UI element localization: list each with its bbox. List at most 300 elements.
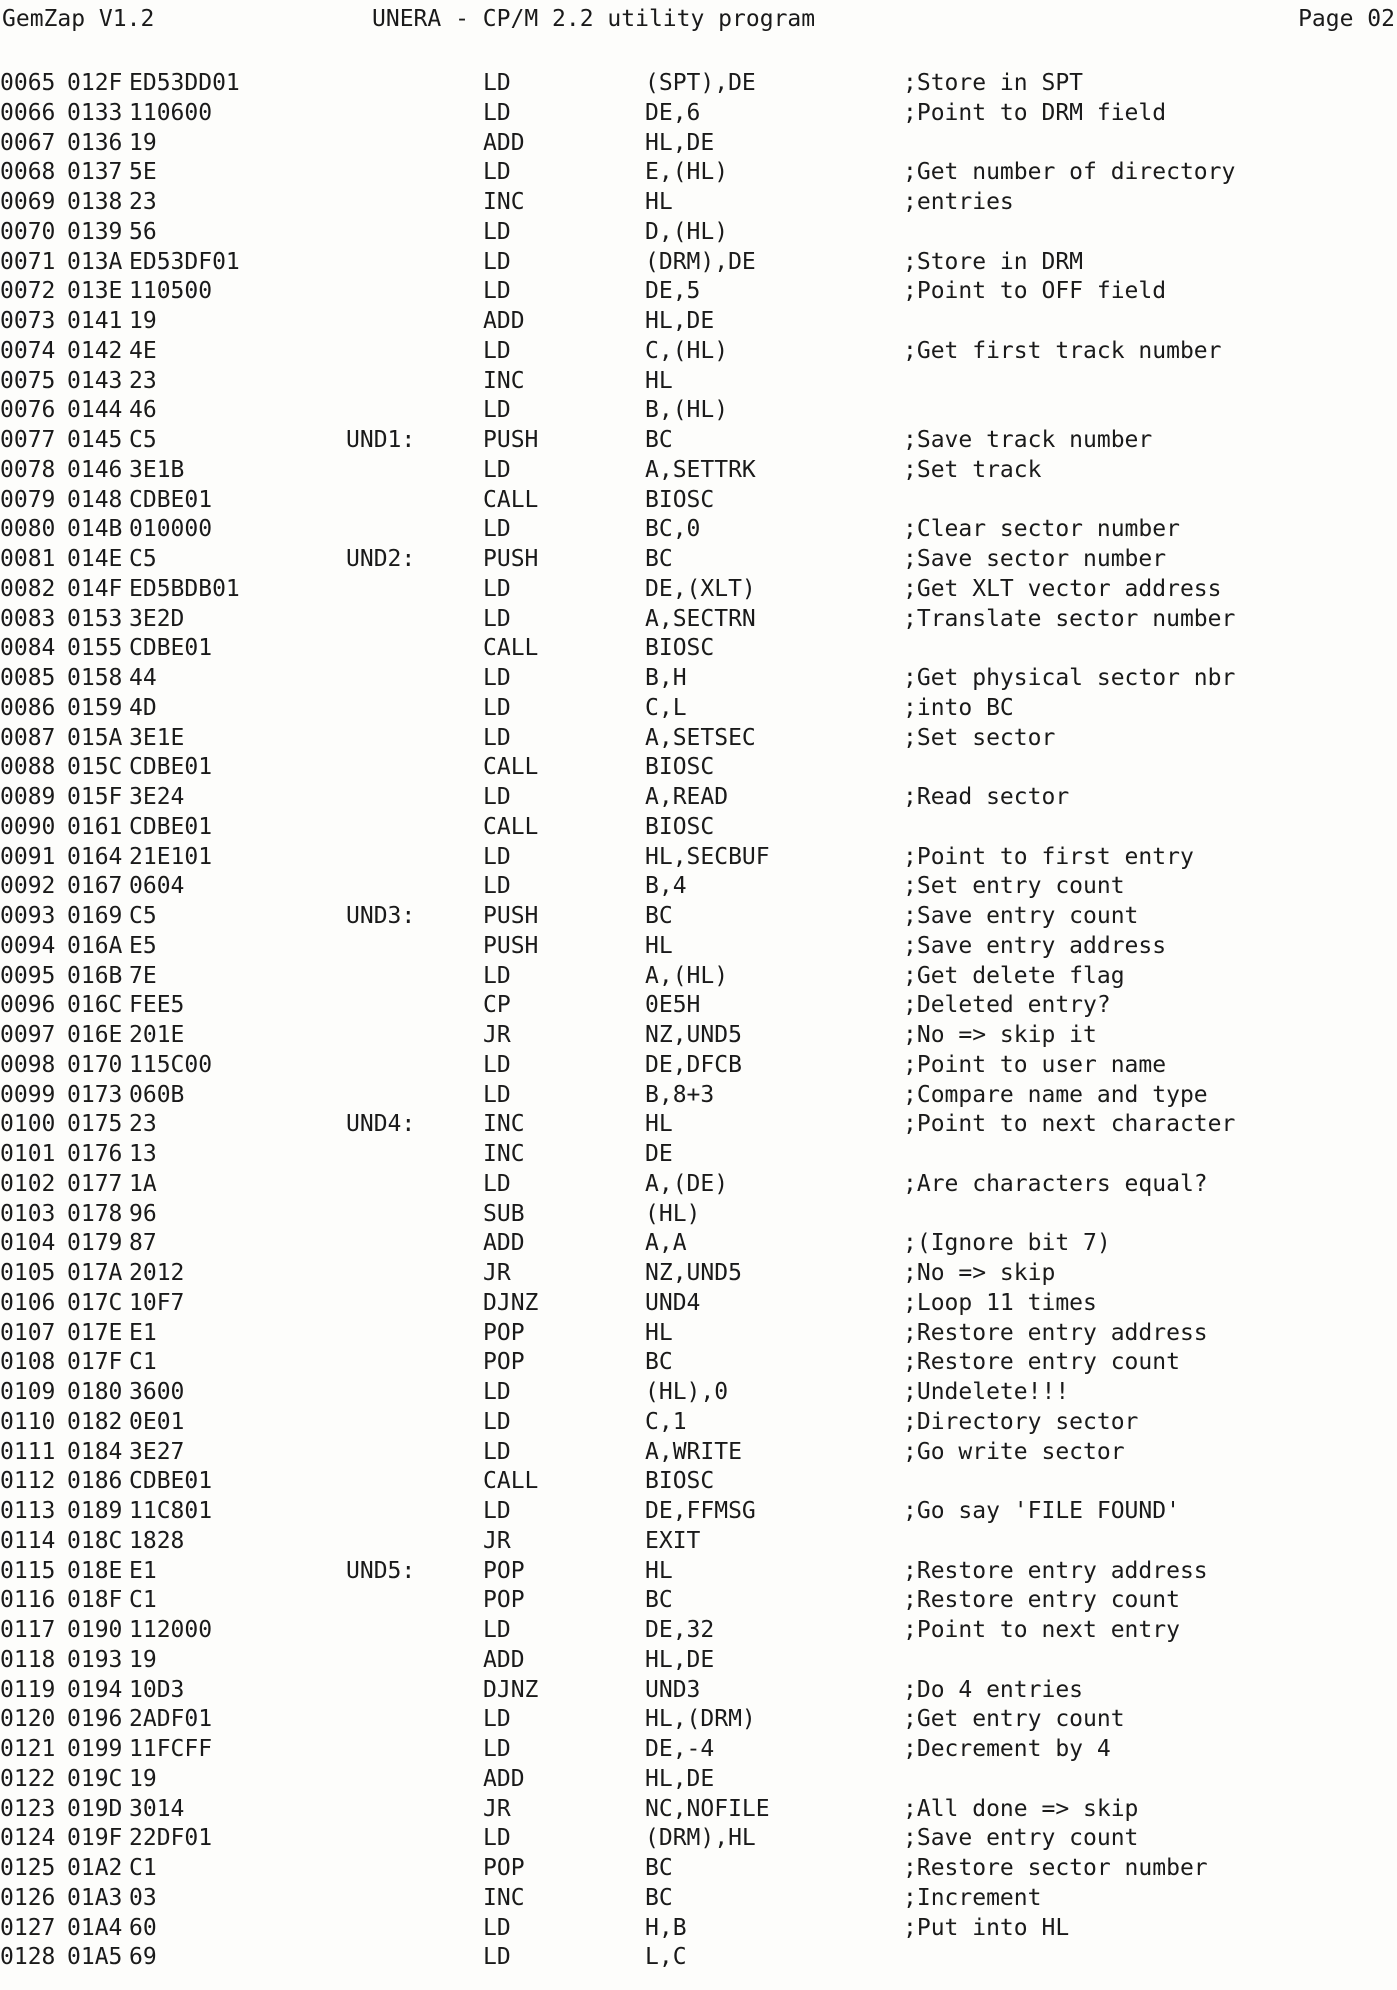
address: 0141 (67, 308, 123, 334)
address: 0182 (67, 1408, 123, 1435)
address: 0146 (67, 456, 123, 483)
listing-row (0, 990, 1397, 1020)
machine-code: 21E101 (129, 843, 213, 870)
listing-row (0, 544, 1397, 574)
listing-row (0, 128, 1397, 158)
comment: ;(Ignore bit 7) (903, 1230, 1111, 1257)
line-number: 0067 (0, 129, 56, 156)
comment: ;Get delete flag (903, 962, 1125, 989)
machine-code: E1 (129, 1557, 157, 1584)
operands: BIOSC (645, 1468, 715, 1495)
address: 0180 (67, 1379, 123, 1405)
listing-row (0, 782, 1397, 812)
address: 014E (67, 546, 123, 572)
line-number: 0074 (0, 337, 56, 364)
mnemonic: LD (483, 1498, 511, 1524)
listing-row (0, 425, 1397, 455)
mnemonic: LD (483, 1736, 511, 1762)
mnemonic: CALL (483, 754, 539, 781)
mnemonic: DJNZ (483, 1676, 539, 1703)
operands: (HL),0 (645, 1379, 729, 1405)
operands: A,(HL) (645, 962, 729, 989)
operands: HL (645, 1319, 673, 1346)
operands: 0E5H (645, 992, 701, 1019)
line-number: 0077 (0, 427, 56, 453)
machine-code: 19 (129, 1765, 157, 1792)
comment: ;Increment (903, 1884, 1042, 1911)
address: 014B (67, 516, 123, 543)
comment: ;Set sector (903, 724, 1056, 751)
comment: ;Restore sector number (903, 1855, 1208, 1881)
assembly-listing (0, 68, 1397, 1972)
operands: UND3 (645, 1676, 701, 1703)
line-number: 0098 (0, 1051, 56, 1078)
mnemonic: DJNZ (483, 1289, 539, 1316)
listing-row (0, 1258, 1397, 1288)
mnemonic: LD (483, 1944, 511, 1971)
comment: ;Store in SPT (903, 70, 1084, 96)
address: 017A (67, 1260, 123, 1286)
comment: ;Get entry count (903, 1706, 1125, 1733)
line-number: 0103 (0, 1200, 56, 1227)
address: 0199 (67, 1736, 123, 1762)
address: 0189 (67, 1498, 123, 1524)
machine-code: 3E24 (129, 784, 185, 810)
mnemonic: LD (483, 724, 511, 751)
operands: B,H (645, 665, 687, 691)
address: 0145 (67, 427, 123, 453)
comment: ;No => skip it (903, 1022, 1097, 1048)
line-number: 0082 (0, 575, 56, 602)
operands: BC (645, 1349, 673, 1376)
operands: BC (645, 427, 673, 453)
label: UND5: (346, 1557, 416, 1584)
operands: A,A (645, 1230, 687, 1257)
operands: DE,(XLT) (645, 575, 756, 602)
operands: E,(HL) (645, 159, 729, 186)
line-number: 0088 (0, 754, 56, 781)
address: 0184 (67, 1438, 123, 1465)
comment: ;into BC (903, 694, 1014, 721)
mnemonic: LD (483, 337, 511, 364)
operands: BC,0 (645, 516, 701, 543)
comment: ;Restore entry count (903, 1349, 1180, 1376)
listing-row (0, 1794, 1397, 1824)
mnemonic: PUSH (483, 932, 539, 959)
listing-row (0, 1645, 1397, 1675)
line-number: 0080 (0, 516, 56, 543)
line-number: 0107 (0, 1319, 56, 1346)
line-number: 0069 (0, 189, 56, 215)
machine-code: 0604 (129, 873, 185, 900)
operands: HL,DE (645, 1765, 715, 1792)
address: 018C (67, 1527, 123, 1554)
listing-row (0, 574, 1397, 604)
address: 0159 (67, 694, 123, 721)
mnemonic: ADD (483, 308, 525, 334)
operands: C,(HL) (645, 337, 729, 364)
mnemonic: POP (483, 1587, 525, 1614)
line-number: 0081 (0, 546, 56, 572)
machine-code: 22DF01 (129, 1825, 213, 1852)
machine-code: 23 (129, 189, 157, 215)
address: 0153 (67, 605, 123, 632)
line-number: 0075 (0, 367, 56, 394)
comment: ;Store in DRM (903, 248, 1084, 275)
comment: ;Point to next character (903, 1111, 1236, 1138)
listing-row (0, 1347, 1397, 1377)
line-number: 0095 (0, 962, 56, 989)
comment: ;Point to first entry (903, 843, 1194, 870)
label: UND4: (346, 1111, 416, 1138)
listing-row (0, 1407, 1397, 1437)
listing-row (0, 1853, 1397, 1883)
line-number: 0090 (0, 813, 56, 840)
operands: NZ,UND5 (645, 1260, 742, 1286)
machine-code: 1828 (129, 1527, 185, 1554)
machine-code: 112000 (129, 1617, 213, 1643)
address: 0143 (67, 367, 123, 394)
listing-row (0, 1496, 1397, 1526)
comment: ;Save entry count (903, 903, 1139, 929)
mnemonic: LD (483, 1706, 511, 1733)
address: 0161 (67, 813, 123, 840)
operands: HL (645, 189, 673, 215)
machine-code: C5 (129, 427, 157, 453)
address: 019F (67, 1825, 123, 1852)
address: 0196 (67, 1706, 123, 1733)
listing-row (0, 366, 1397, 396)
line-number: 0097 (0, 1022, 56, 1048)
machine-code: 1A (129, 1170, 157, 1197)
listing-row (0, 842, 1397, 872)
operands: BC (645, 1884, 673, 1911)
listing-row (0, 217, 1397, 247)
operands: NC,NOFILE (645, 1795, 770, 1822)
machine-code: C5 (129, 903, 157, 929)
address: 013E (67, 278, 123, 305)
line-number: 0120 (0, 1706, 56, 1733)
line-number: 0104 (0, 1230, 56, 1257)
address: 019C (67, 1765, 123, 1792)
line-number: 0110 (0, 1408, 56, 1435)
line-number: 0118 (0, 1646, 56, 1673)
address: 0186 (67, 1468, 123, 1495)
mnemonic: CALL (483, 486, 539, 513)
listing-row (0, 752, 1397, 782)
comment: ;No => skip (903, 1260, 1056, 1286)
machine-code: 4E (129, 337, 157, 364)
operands: DE,-4 (645, 1736, 715, 1762)
machine-code: E1 (129, 1319, 157, 1346)
listing-row (0, 68, 1397, 98)
mnemonic: JR (483, 1527, 511, 1554)
address: 0164 (67, 843, 123, 870)
line-number: 0083 (0, 605, 56, 632)
operands: A,(DE) (645, 1170, 729, 1197)
mnemonic: ADD (483, 1646, 525, 1673)
address: 0178 (67, 1200, 123, 1227)
listing-row (0, 1883, 1397, 1913)
mnemonic: LD (483, 1825, 511, 1852)
address: 0175 (67, 1111, 123, 1138)
mnemonic: ADD (483, 1230, 525, 1257)
machine-code: C5 (129, 546, 157, 572)
comment: ;Put into HL (903, 1914, 1070, 1941)
machine-code: 46 (129, 397, 157, 424)
address: 016A (67, 932, 123, 959)
operands: A,SETTRK (645, 456, 756, 483)
line-number: 0100 (0, 1111, 56, 1138)
listing-row (0, 1764, 1397, 1794)
machine-code: 56 (129, 218, 157, 245)
listing-row (0, 1169, 1397, 1199)
line-number: 0124 (0, 1825, 56, 1852)
comment: ;Get first track number (903, 337, 1222, 364)
line-number: 0117 (0, 1617, 56, 1643)
listing-row (0, 1377, 1397, 1407)
address: 015A (67, 724, 123, 751)
mnemonic: LD (483, 248, 511, 275)
mnemonic: ADD (483, 129, 525, 156)
comment: ;Point to OFF field (903, 278, 1167, 305)
mnemonic: LD (483, 843, 511, 870)
line-number: 0086 (0, 694, 56, 721)
line-number: 0065 (0, 70, 56, 96)
machine-code: 060B (129, 1081, 185, 1108)
operands: HL (645, 932, 673, 959)
address: 017F (67, 1349, 123, 1376)
comment: ;entries (903, 189, 1014, 215)
line-number: 0122 (0, 1765, 56, 1792)
listing-row (0, 1704, 1397, 1734)
operands: HL (645, 1111, 673, 1138)
line-number: 0108 (0, 1349, 56, 1376)
listing-row (0, 812, 1397, 842)
listing-row (0, 276, 1397, 306)
address: 017C (67, 1289, 123, 1316)
address: 01A3 (67, 1884, 123, 1911)
address: 0179 (67, 1230, 123, 1257)
mnemonic: LD (483, 1379, 511, 1405)
mnemonic: INC (483, 1884, 525, 1911)
line-number: 0093 (0, 903, 56, 929)
mnemonic: LD (483, 694, 511, 721)
address: 018E (67, 1557, 123, 1584)
operands: BIOSC (645, 754, 715, 781)
address: 016C (67, 992, 123, 1019)
listing-row (0, 306, 1397, 336)
line-number: 0116 (0, 1587, 56, 1614)
operands: H,B (645, 1914, 687, 1941)
address: 0176 (67, 1141, 123, 1167)
machine-code: 96 (129, 1200, 157, 1227)
mnemonic: INC (483, 1111, 525, 1138)
listing-row (0, 1139, 1397, 1169)
operands: DE,5 (645, 278, 701, 305)
comment: ;Point to next entry (903, 1617, 1180, 1643)
mnemonic: LD (483, 1617, 511, 1643)
line-number: 0112 (0, 1468, 56, 1495)
machine-code: CDBE01 (129, 754, 213, 781)
mnemonic: LD (483, 70, 511, 96)
machine-code: 11C801 (129, 1498, 213, 1524)
address: 0177 (67, 1170, 123, 1197)
address: 012F (67, 70, 123, 96)
operands: BC (645, 546, 673, 572)
address: 0169 (67, 903, 123, 929)
machine-code: C1 (129, 1349, 157, 1376)
comment: ;Save entry address (903, 932, 1167, 959)
comment: ;Get physical sector nbr (903, 665, 1236, 691)
operands: DE,DFCB (645, 1051, 742, 1078)
line-number: 0105 (0, 1260, 56, 1286)
machine-code: 5E (129, 159, 157, 186)
address: 01A5 (67, 1944, 123, 1971)
operands: HL,DE (645, 1646, 715, 1673)
mnemonic: LD (483, 665, 511, 691)
mnemonic: PUSH (483, 427, 539, 453)
listing-row (0, 961, 1397, 991)
machine-code: ED53DD01 (129, 70, 240, 96)
listing-row (0, 1466, 1397, 1496)
listing-row (0, 693, 1397, 723)
mnemonic: LD (483, 1408, 511, 1435)
operands: C,L (645, 694, 687, 721)
comment: ;Save sector number (903, 546, 1167, 572)
operands: D,(HL) (645, 218, 729, 245)
comment: ;Restore entry address (903, 1319, 1208, 1346)
operands: UND4 (645, 1289, 701, 1316)
machine-code: ED5BDB01 (129, 575, 240, 602)
mnemonic: POP (483, 1557, 525, 1584)
operands: (HL) (645, 1200, 701, 1227)
listing-row (0, 1942, 1397, 1972)
mnemonic: LD (483, 397, 511, 424)
machine-code: 44 (129, 665, 157, 691)
machine-code: 2012 (129, 1260, 185, 1286)
operands: A,READ (645, 784, 729, 810)
line-number: 0085 (0, 665, 56, 691)
address: 0190 (67, 1617, 123, 1643)
line-number: 0128 (0, 1944, 56, 1971)
line-number: 0091 (0, 843, 56, 870)
operands: HL (645, 1557, 673, 1584)
line-number: 0101 (0, 1141, 56, 1167)
mnemonic: POP (483, 1855, 525, 1881)
mnemonic: LD (483, 962, 511, 989)
machine-code: 23 (129, 1111, 157, 1138)
machine-code: 3E1B (129, 456, 185, 483)
comment: ;Translate sector number (903, 605, 1236, 632)
listing-row (0, 247, 1397, 277)
line-number: 0113 (0, 1498, 56, 1524)
line-number: 0121 (0, 1736, 56, 1762)
machine-code: 3E27 (129, 1438, 185, 1465)
machine-code: E5 (129, 932, 157, 959)
line-number: 0115 (0, 1557, 56, 1584)
operands: BC (645, 903, 673, 929)
listing-row (0, 1437, 1397, 1467)
address: 0142 (67, 337, 123, 364)
address: 018F (67, 1587, 123, 1614)
operands: BIOSC (645, 486, 715, 513)
operands: HL,SECBUF (645, 843, 770, 870)
address: 0170 (67, 1051, 123, 1078)
machine-code: 7E (129, 962, 157, 989)
machine-code: FEE5 (129, 992, 185, 1019)
label: UND3: (346, 903, 416, 929)
comment: ;Decrement by 4 (903, 1736, 1111, 1762)
label: UND1: (346, 427, 416, 453)
listing-row (0, 604, 1397, 634)
mnemonic: PUSH (483, 546, 539, 572)
line-number: 0109 (0, 1379, 56, 1405)
operands: (DRM),DE (645, 248, 756, 275)
listing-row (0, 1913, 1397, 1943)
comment: ;Get number of directory (903, 159, 1236, 186)
mnemonic: INC (483, 189, 525, 215)
listing-row (0, 901, 1397, 931)
address: 015F (67, 784, 123, 810)
address: 013A (67, 248, 123, 275)
mnemonic: CP (483, 992, 511, 1019)
operands: DE,32 (645, 1617, 715, 1643)
machine-code: 60 (129, 1914, 157, 1941)
operands: HL,(DRM) (645, 1706, 756, 1733)
comment: ;Go say 'FILE FOUND' (903, 1498, 1180, 1524)
mnemonic: INC (483, 1141, 525, 1167)
machine-code: 11FCFF (129, 1736, 213, 1762)
address: 0133 (67, 99, 123, 126)
comment: ;Loop 11 times (903, 1289, 1097, 1316)
mnemonic: SUB (483, 1200, 525, 1227)
listing-row (0, 514, 1397, 544)
mnemonic: INC (483, 367, 525, 394)
address: 0155 (67, 635, 123, 662)
comment: ;Restore entry address (903, 1557, 1208, 1584)
line-number: 0066 (0, 99, 56, 126)
machine-code: 010000 (129, 516, 213, 543)
comment: ;Get XLT vector address (903, 575, 1222, 602)
listing-row (0, 1199, 1397, 1229)
mnemonic: LD (483, 1914, 511, 1941)
comment: ;Go write sector (903, 1438, 1125, 1465)
mnemonic: CALL (483, 635, 539, 662)
line-number: 0078 (0, 456, 56, 483)
mnemonic: LD (483, 218, 511, 245)
mnemonic: LD (483, 605, 511, 632)
listing-row (0, 871, 1397, 901)
machine-code: 19 (129, 1646, 157, 1673)
address: 0136 (67, 129, 123, 156)
address: 014F (67, 575, 123, 602)
comment: ;Save entry count (903, 1825, 1139, 1852)
address: 0139 (67, 218, 123, 245)
operands: BC (645, 1855, 673, 1881)
machine-code: 3E1E (129, 724, 185, 751)
listing-row (0, 157, 1397, 187)
machine-code: 87 (129, 1230, 157, 1257)
operands: C,1 (645, 1408, 687, 1435)
listing-row (0, 1734, 1397, 1764)
mnemonic: LD (483, 516, 511, 543)
machine-code: 3E2D (129, 605, 185, 632)
listing-row (0, 1675, 1397, 1705)
line-number: 0073 (0, 308, 56, 334)
mnemonic: JR (483, 1260, 511, 1286)
address: 0138 (67, 189, 123, 215)
